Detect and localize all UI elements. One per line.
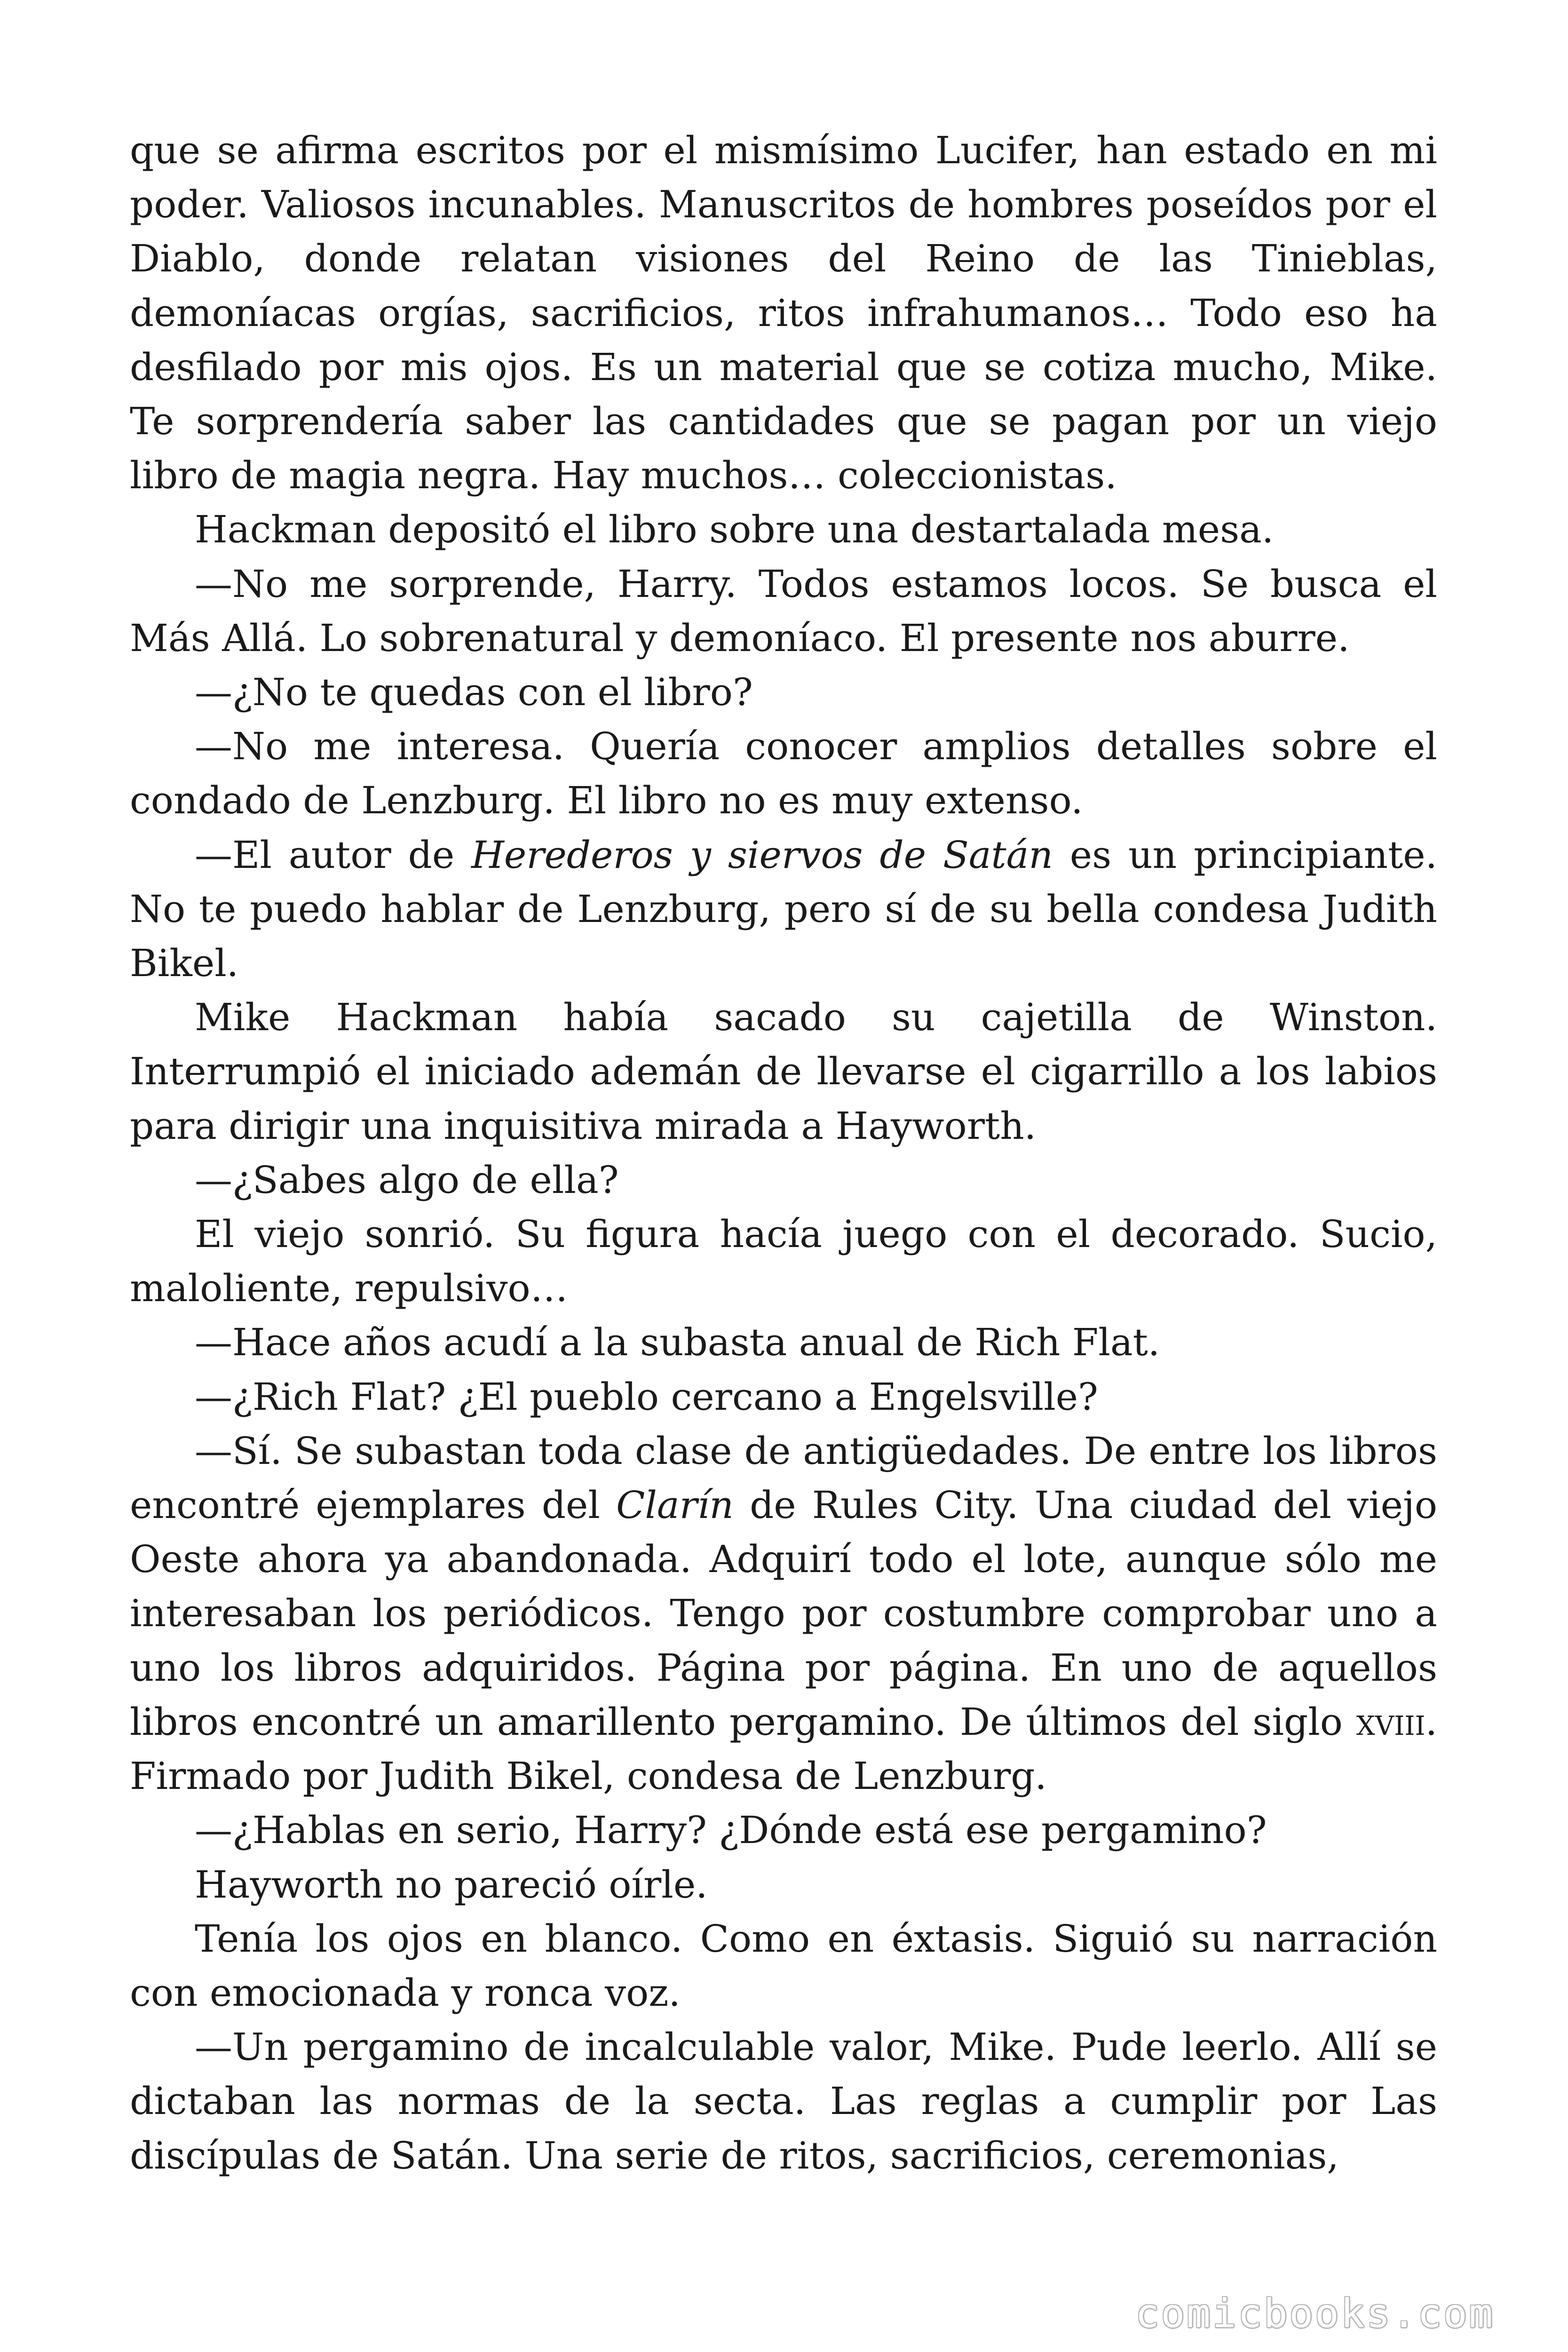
paragraph bbox=[130, 990, 1437, 1153]
body-text bbox=[130, 123, 1437, 2183]
paragraph bbox=[130, 2020, 1437, 2183]
paragraph bbox=[130, 1207, 1437, 1315]
paragraph bbox=[130, 1153, 1437, 1207]
text-run: Hackman depositó el libro sobre una destartalada mesa. bbox=[195, 508, 1274, 552]
paragraph bbox=[130, 828, 1437, 991]
paragraph bbox=[130, 123, 1437, 502]
text-run: Tenía los ojos en blanco. Como en éxtasis. Siguió su narración con emocionada y ronca voz. bbox=[130, 1916, 1437, 2015]
text-run: —Un pergamino de incalculable valor, Mike. Pude leerlo. Allí se dictaban las normas de la secta. Las reglas a cumplir por Las discípulas de Satán. Una serie de ritos, sacrificios, ceremonias, bbox=[130, 2025, 1437, 2177]
text-run: es un principiante. No te puedo hablar de Lenzburg, pero sí de su bella condesa Judith Bikel. bbox=[130, 833, 1437, 985]
paragraph bbox=[130, 1315, 1437, 1369]
book-title-italic: Herederos y siervos de Satán bbox=[471, 833, 1053, 877]
paragraph bbox=[130, 1424, 1437, 1803]
text-run: —No me interesa. Quería conocer amplios detalles sobre el condado de Lenzburg. El libro no es muy extenso. bbox=[130, 724, 1437, 823]
text-run: —¿No te quedas con el libro? bbox=[195, 670, 753, 715]
paragraph bbox=[130, 1912, 1437, 2020]
text-run: —¿Sabes algo de ella? bbox=[195, 1158, 619, 1202]
text-run: de Rules City. Una ciudad del viejo Oeste ahora ya abandonada. Adquirí todo el lote, aunque sólo me interesaban los periódicos. Tengo por costumbre comprobar uno a uno los libros adquiridos. Página por página. En uno de aquellos libros encontré un amarillento pergamino. De últimos del siglo bbox=[130, 1483, 1437, 1744]
text-run: —¿Hablas en serio, Harry? ¿Dónde está ese pergamino? bbox=[195, 1808, 1267, 1852]
paragraph bbox=[130, 1858, 1437, 1912]
paragraph bbox=[130, 557, 1437, 665]
paragraph bbox=[130, 1370, 1437, 1424]
text-run: —Sí. Se subastan toda clase de antigüedades. De entre los libros encontré ejemplares del bbox=[130, 1429, 1437, 1527]
paragraph bbox=[130, 1803, 1437, 1857]
text-run: . Firmado por Judith Bikel, condesa de Lenzburg. bbox=[130, 1700, 1437, 1798]
text-run: El viejo sonrió. Su figura hacía juego con el decorado. Sucio, maloliente, repulsivo… bbox=[130, 1212, 1437, 1311]
newspaper-title-italic: Clarín bbox=[616, 1483, 734, 1527]
text-run: —No me sorprende, Harry. Todos estamos locos. Se busca el Más Allá. Lo sobrenatural y demoníaco. El presente nos aburre. bbox=[130, 562, 1437, 660]
paragraph bbox=[130, 665, 1437, 719]
text-run: Mike Hackman había sacado su cajetilla de Winston. Interrumpió el iniciado ademán de llevarse el cigarrillo a los labios para dirigir una inquisitiva mirada a Hayworth. bbox=[130, 995, 1437, 1148]
text-run: que se afirma escritos por el mismísimo Lucifer, han estado en mi poder. Valiosos incunables. Manuscritos de hombres poseídos por el Diablo, donde relatan visiones del Reino de las Tinieblas, demoníacas orgías, sacrificios, ritos infrahumanos… Todo eso ha desfilado por mis ojos. Es un material que se cotiza mucho, Mike. Te sorprendería saber las cantidades que se pagan por un viejo libro de magia negra. Hay muchos… coleccionistas. bbox=[130, 128, 1437, 498]
text-run: —Hace años acudí a la subasta anual de Rich Flat. bbox=[195, 1320, 1160, 1365]
watermark: comicbooks.com bbox=[1135, 2290, 1495, 2336]
paragraph bbox=[130, 719, 1437, 827]
text-run: —¿Rich Flat? ¿El pueblo cercano a Engelsville? bbox=[195, 1375, 1098, 1419]
paragraph bbox=[130, 502, 1437, 556]
century-small-caps: xviii bbox=[1356, 1700, 1425, 1744]
text-run: Hayworth no pareció oírle. bbox=[195, 1862, 708, 1907]
text-run: —El autor de bbox=[195, 833, 472, 877]
